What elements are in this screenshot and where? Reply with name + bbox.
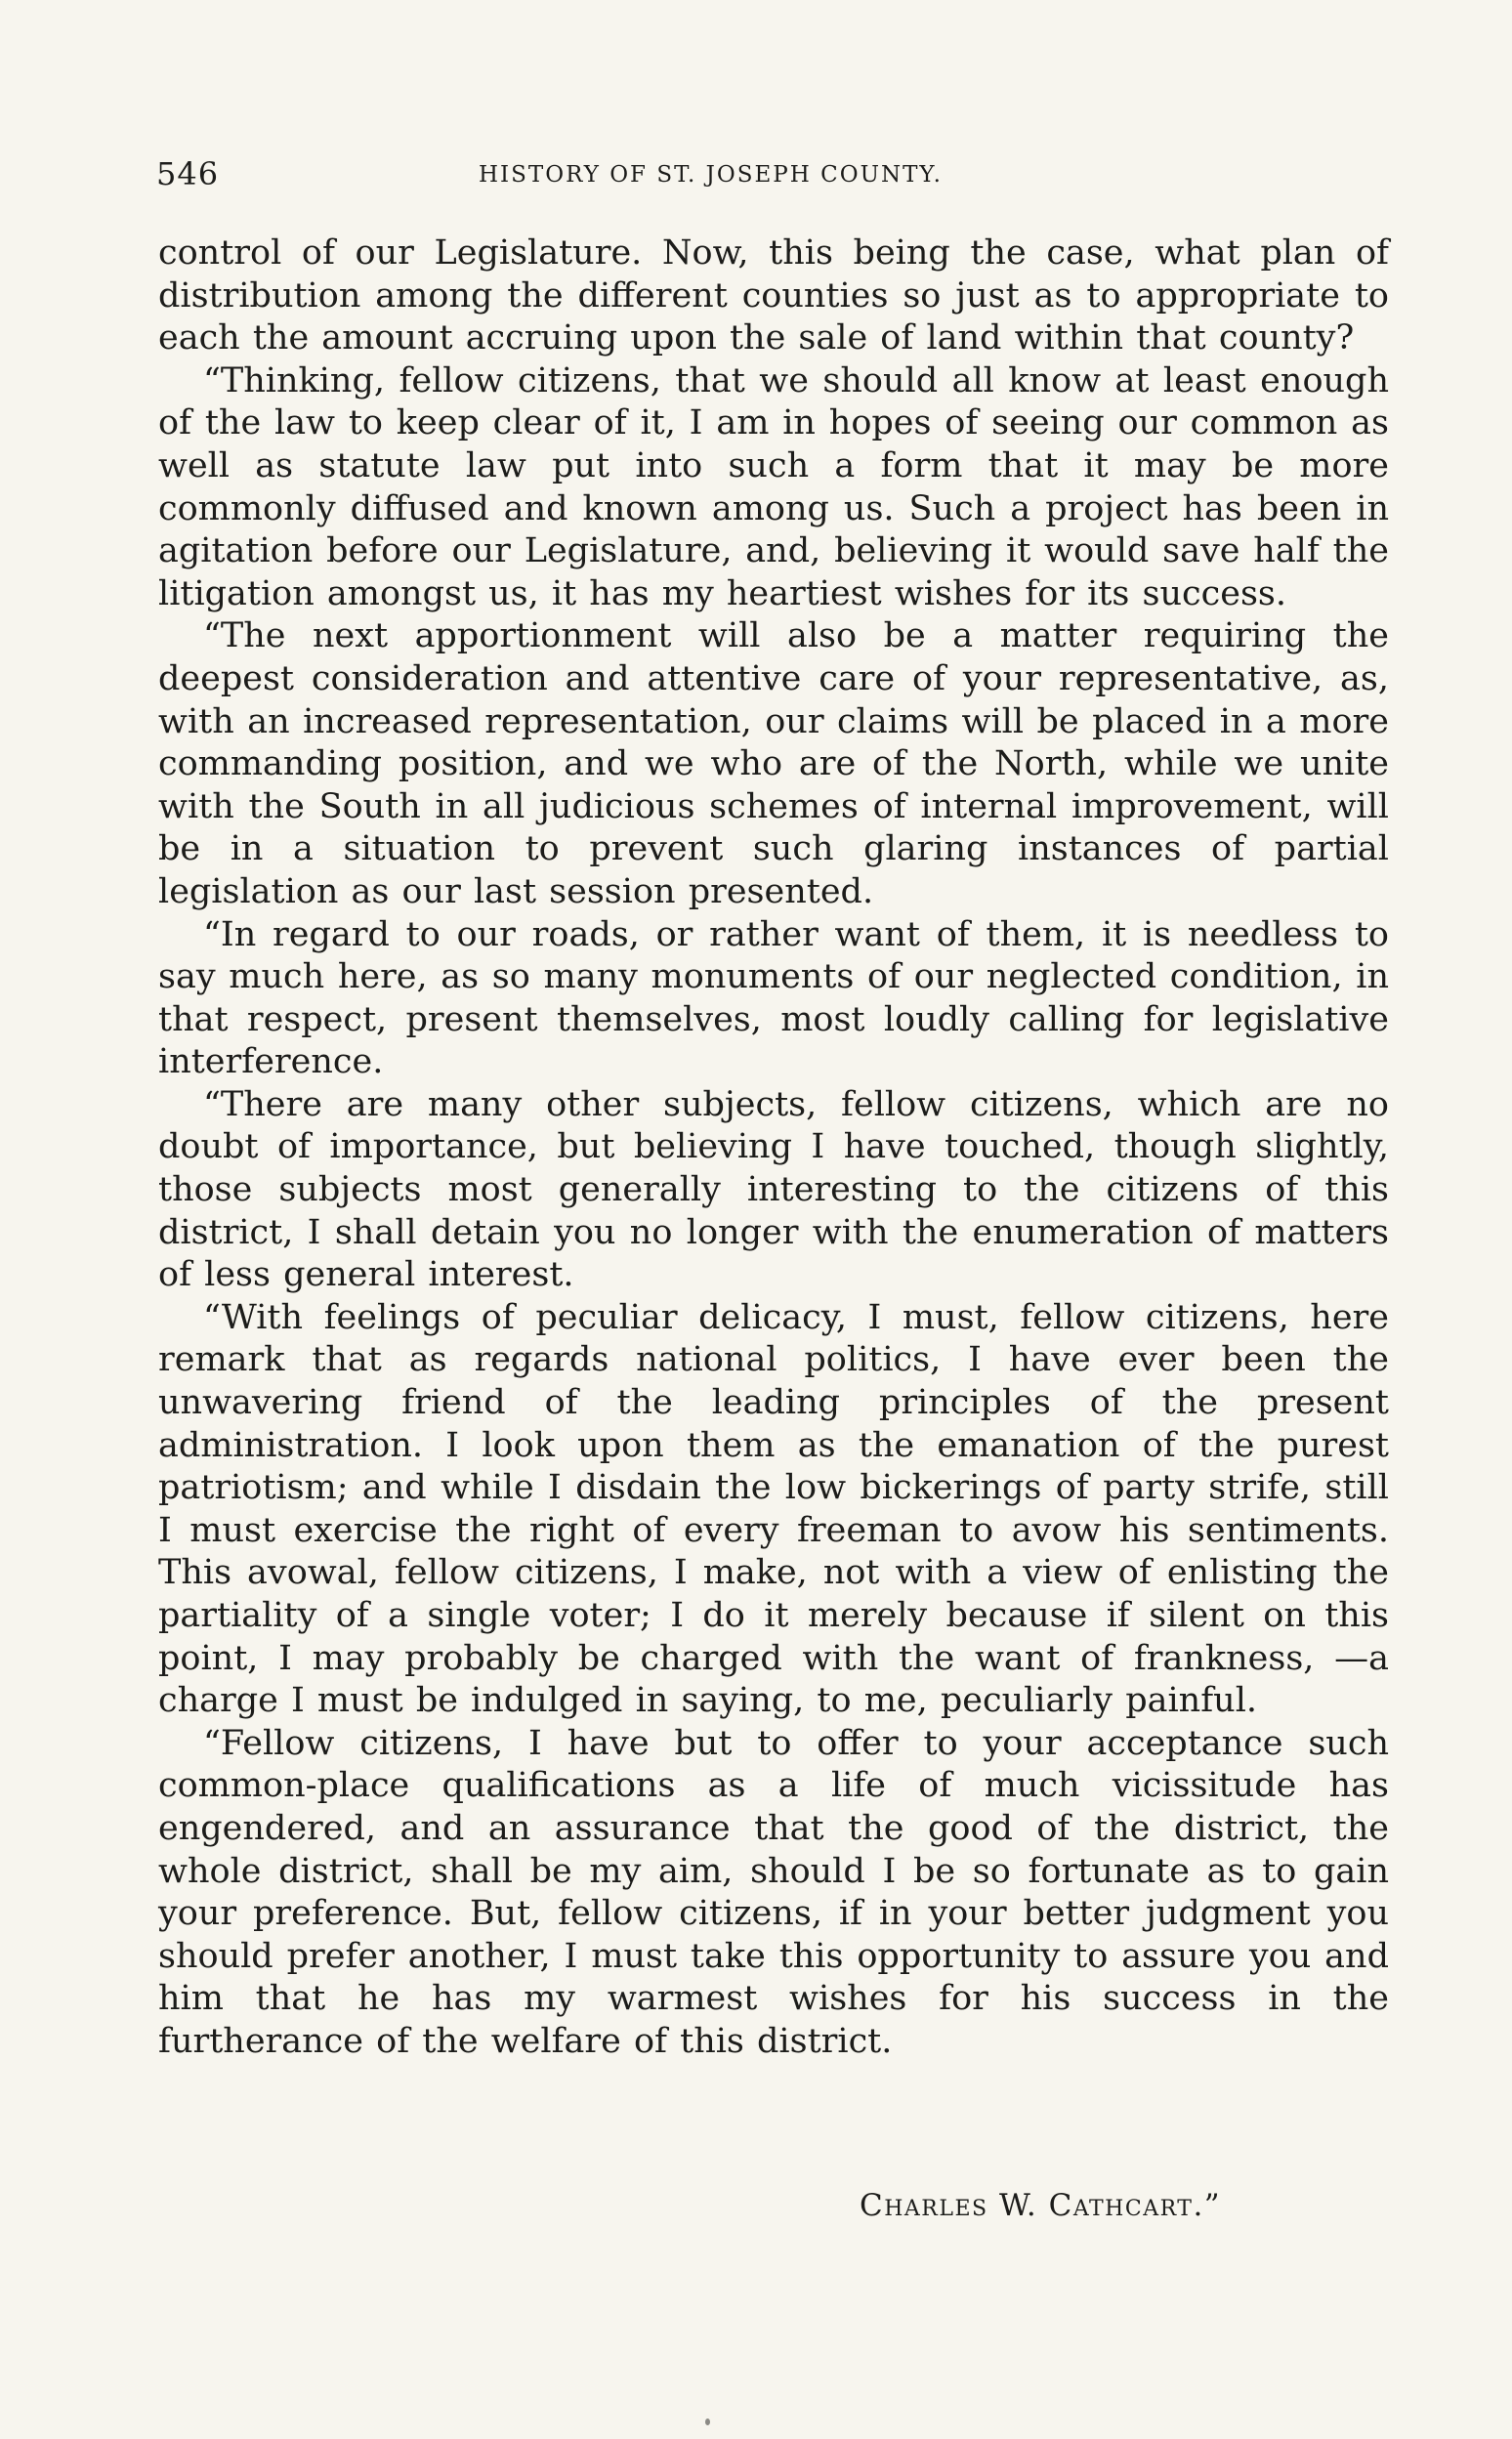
ink-speck bbox=[705, 2418, 710, 2425]
paragraph-other-subjects: “There are many other subjects, fellow citizens, which are no doubt of importance, but believing I have touched, though slightly, those subjects most generally interesting to the citizens of this district, I shall detain you no longer with the enumeration of matters of less general interest. bbox=[158, 1084, 1389, 1295]
paragraph-roads: “In regard to our roads, or rather want of them, it is needless to say much here, as so many monuments of our neglected condition, in that respect, present themselves, most loudly calling for legislative interference. bbox=[158, 914, 1389, 1082]
body-text bbox=[158, 232, 1389, 2064]
running-title: HISTORY OF ST. JOSEPH COUNTY. bbox=[479, 162, 943, 188]
paragraph-continuation: control of our Legislature. Now, this being the case, what plan of distribution among the different counties so just as to appropriate to each the amount accruing upon the sale of land within that county? bbox=[158, 233, 1389, 358]
paragraph-apportionment: “The next apportionment will also be a matter requiring the deepest consideration and attentive care of your representative, as, with an increased representation, our claims will be placed in a more commanding position, and we who are of the North, while we unite with the South in all judicious schemes of internal improvement, will be in a situation to prevent such glaring instances of partial legislation as our last session presented. bbox=[158, 616, 1389, 911]
running-head bbox=[156, 154, 1389, 193]
paragraph-legal-code: “Thinking, fellow citizens, that we should all know at least enough of the law to keep clear of it, I am in hopes of seeing our common as well as statute law put into such a form that it may be more commonly diffused and known among us. Such a project has been in agitation before our Legislature, and, believing it would save half the litigation amongst us, it has my heartiest wishes for its success. bbox=[158, 360, 1389, 613]
paragraph-national-politics: “With feelings of peculiar delicacy, I must, fellow citizens, here remark that as regards national politics, I have ever been the unwavering friend of the leading principles of the present administration. I look upon them as the emanation of the purest patriotism; and while I disdain the low bickerings of party strife, still I must exercise the right of every freeman to avow his sentiments. This avowal, fellow citizens, I make, not with a view of enlisting the partiality of a single voter; I do it merely because if silent on this point, I may probably be charged with the want of frankness, —a charge I must be indulged in saying, to me, peculiarly painful. bbox=[158, 1297, 1389, 1721]
page-number: 546 bbox=[156, 155, 220, 192]
paragraph-closing: “Fellow citizens, I have but to offer to your acceptance such common-place qualifications as a life of much vicissitude has engendered, and an assurance that the good of the district, the whole district, shall be my aim, should I be so fortunate as to gain your preference. But, fellow citizens, if in your better judgment you should prefer another, I must take this opportunity to assure you and him that he has my warmest wishes for his success in the furtherance of the welfare of this district. bbox=[158, 1723, 1389, 2061]
signature: Charles W. Cathcart.” bbox=[860, 2188, 1222, 2223]
